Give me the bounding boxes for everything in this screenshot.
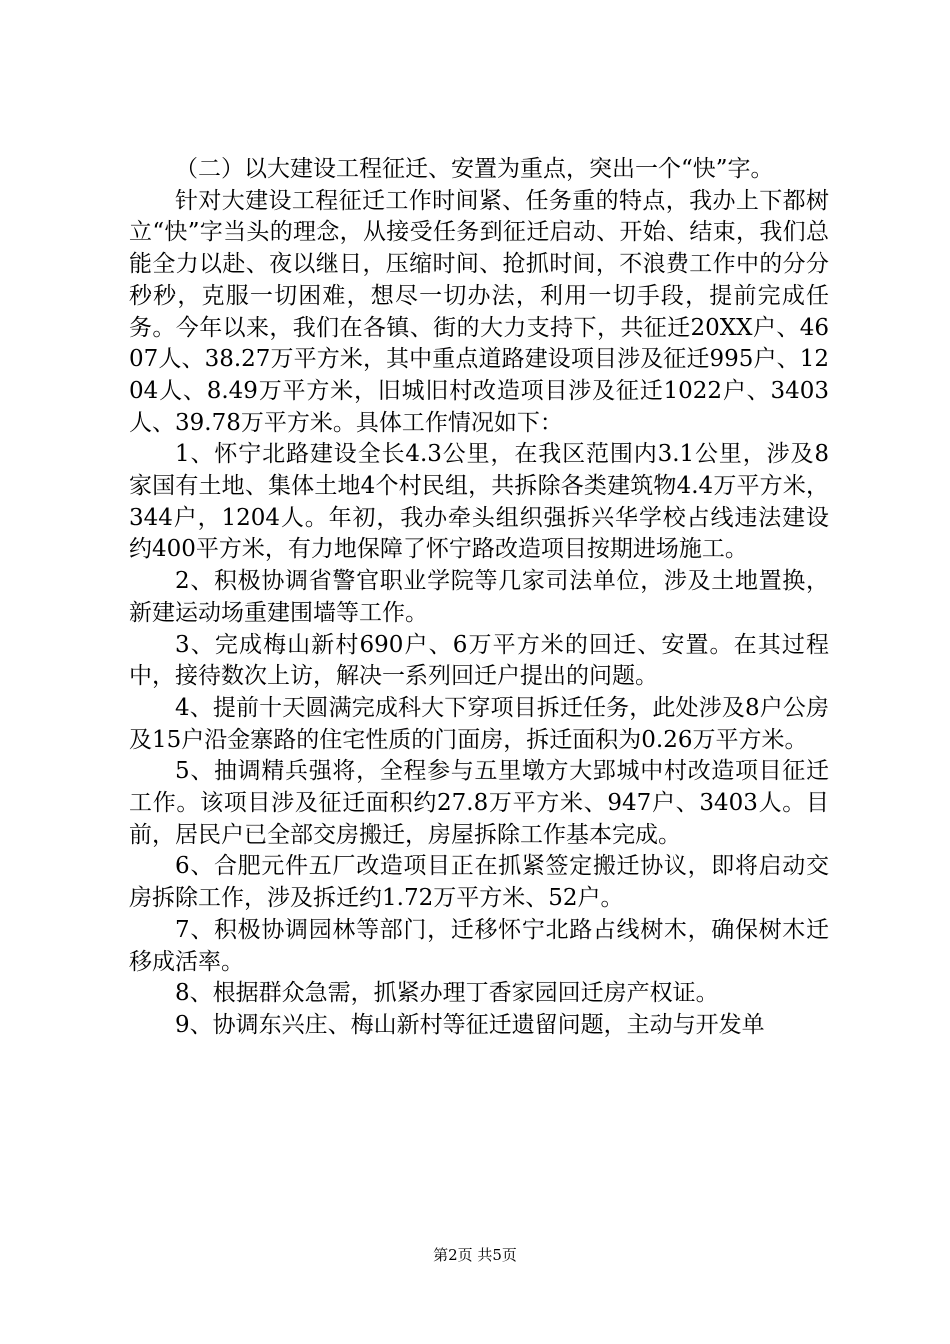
- paragraph-item-2: 2、积极协调省警官职业学院等几家司法单位，涉及土地置换，新建运动场重建围墙等工作。: [129, 568, 829, 626]
- paragraph-item-9: 9、协调东兴庄、梅山新村等征迁遗留问题，主动与开发单: [175, 1011, 765, 1038]
- paragraph-item-8: 8、根据群众急需，抓紧办理丁香家园回迁房产权证。: [175, 980, 719, 1007]
- paragraph-item-1: 1、怀宁北路建设全长4.3公里，在我区范围内3.1公里，涉及8家国有土地、集体土地4个村民组，共拆除各类建筑物4.4万平方米，344户，1204人。年初，我办牵头组织强拆兴华学校占线违法建设约400平方米，有力地保障了怀宁路改造项目按期进场施工。: [129, 441, 829, 563]
- page-footer: [0, 1245, 950, 1265]
- document-body: [129, 154, 829, 1042]
- paragraph-item-4: 4、提前十天圆满完成科大下穿项目拆迁任务，此处涉及8户公房及15户沿金寨路的住宅性质的门面房，拆迁面积为0.26万平方米。: [129, 694, 829, 753]
- paragraph-item-6: 6、合肥元件五厂改造项目正在抓紧签定搬迁协议，即将启动交房拆除工作，涉及拆迁约1.72万平方米、52户。: [129, 853, 829, 912]
- page-number-label: 第2页 共5页: [433, 1246, 517, 1264]
- paragraph-item-7: 7、积极协调园林等部门，迁移怀宁北路占线树木，确保树木迁移成活率。: [129, 916, 829, 975]
- paragraph-item-5: 5、抽调精兵强将，全程参与五里墩方大郢城中村改造项目征迁工作。该项目涉及征迁面积约27.8万平方米、947户、3403人。目前，居民户已全部交房搬迁，房屋拆除工作基本完成。: [129, 758, 829, 848]
- paragraph-intro: 针对大建设工程征迁工作时间紧、任务重的特点，我办上下都树立“快”字当头的理念，从接受任务到征迁启动、开始、结束，我们总能全力以赴、夜以继日，压缩时间、抢抓时间，不浪费工作中的分分秒秒，克服一切困难，想尽一切办法，利用一切手段，提前完成任务。今年以来，我们在各镇、街的大力支持下，共征迁20XX户、4607人、38.27万平方米，其中重点道路建设项目涉及征迁995户、1204人、8.49万平方米，旧城旧村改造项目涉及征迁1022户、3403人、39.78万平方米。具体工作情况如下：: [129, 187, 829, 436]
- section-heading: （二）以大建设工程征迁、安置为重点，突出一个“快”字。: [175, 156, 774, 182]
- paragraph-item-3: 3、完成梅山新村690户、6万平方米的回迁、安置。在其过程中，接待数次上访，解决一系列回迁户提出的问题。: [129, 631, 829, 690]
